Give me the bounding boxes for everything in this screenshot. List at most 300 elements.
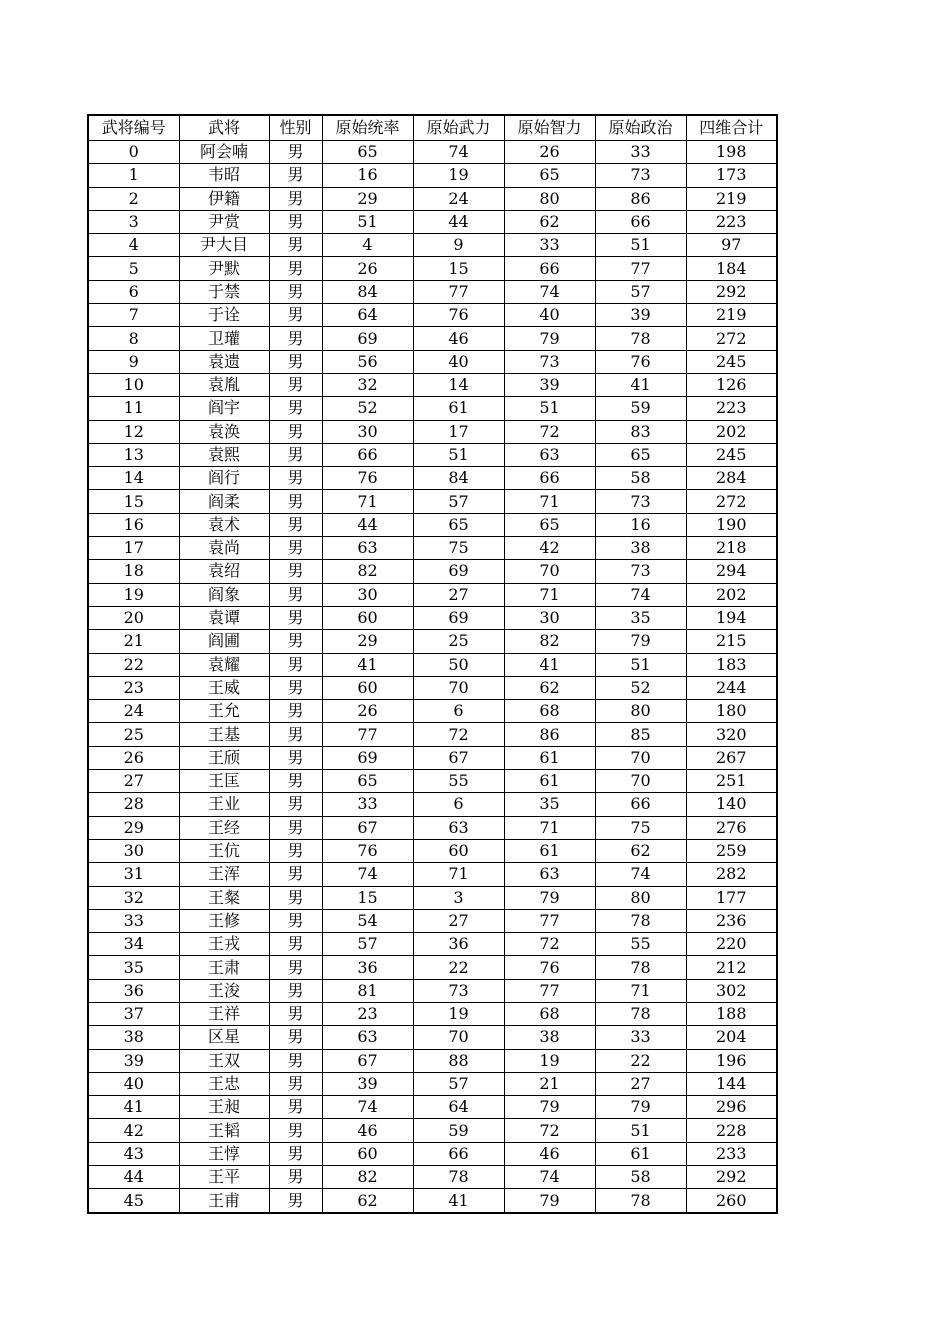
cell-total: 244 xyxy=(686,676,777,699)
cell-intelligence: 63 xyxy=(504,863,595,886)
cell-gender: 男 xyxy=(269,467,322,490)
cell-force: 27 xyxy=(413,583,504,606)
cell-leadership: 52 xyxy=(322,397,413,420)
cell-politics: 22 xyxy=(595,1049,686,1072)
table-row xyxy=(88,1049,777,1072)
cell-gender: 男 xyxy=(269,886,322,909)
cell-leadership: 60 xyxy=(322,1142,413,1165)
cell-gender: 男 xyxy=(269,793,322,816)
cell-general-name: 尹赏 xyxy=(179,210,269,233)
cell-total: 140 xyxy=(686,793,777,816)
cell-total: 259 xyxy=(686,839,777,862)
cell-general-id: 15 xyxy=(88,490,179,513)
cell-general-id: 20 xyxy=(88,606,179,629)
cell-force: 72 xyxy=(413,723,504,746)
cell-general-name: 阎行 xyxy=(179,467,269,490)
cell-intelligence: 72 xyxy=(504,933,595,956)
cell-leadership: 63 xyxy=(322,537,413,560)
header-general-name: 武将 xyxy=(179,115,269,141)
cell-politics: 73 xyxy=(595,490,686,513)
cell-total: 294 xyxy=(686,560,777,583)
cell-gender: 男 xyxy=(269,490,322,513)
cell-general-id: 1 xyxy=(88,164,179,187)
cell-politics: 57 xyxy=(595,280,686,303)
cell-gender: 男 xyxy=(269,700,322,723)
cell-force: 67 xyxy=(413,746,504,769)
cell-general-name: 王浑 xyxy=(179,863,269,886)
cell-leadership: 74 xyxy=(322,863,413,886)
cell-general-id: 43 xyxy=(88,1142,179,1165)
cell-politics: 78 xyxy=(595,956,686,979)
cell-force: 51 xyxy=(413,443,504,466)
cell-politics: 76 xyxy=(595,350,686,373)
cell-politics: 85 xyxy=(595,723,686,746)
cell-intelligence: 21 xyxy=(504,1072,595,1095)
cell-general-name: 王基 xyxy=(179,723,269,746)
cell-politics: 52 xyxy=(595,676,686,699)
cell-gender: 男 xyxy=(269,1026,322,1049)
table-row xyxy=(88,630,777,653)
cell-leadership: 74 xyxy=(322,1096,413,1119)
cell-general-id: 40 xyxy=(88,1072,179,1095)
cell-gender: 男 xyxy=(269,397,322,420)
cell-leadership: 66 xyxy=(322,443,413,466)
table-row xyxy=(88,467,777,490)
table-row xyxy=(88,793,777,816)
table-row xyxy=(88,1096,777,1119)
cell-total: 144 xyxy=(686,1072,777,1095)
cell-force: 66 xyxy=(413,1142,504,1165)
cell-gender: 男 xyxy=(269,1142,322,1165)
cell-intelligence: 72 xyxy=(504,1119,595,1142)
cell-total: 212 xyxy=(686,956,777,979)
table-row xyxy=(88,1072,777,1095)
cell-general-name: 阎柔 xyxy=(179,490,269,513)
cell-general-name: 袁熙 xyxy=(179,443,269,466)
table-row xyxy=(88,653,777,676)
cell-intelligence: 40 xyxy=(504,304,595,327)
cell-general-id: 22 xyxy=(88,653,179,676)
cell-intelligence: 30 xyxy=(504,606,595,629)
cell-general-id: 11 xyxy=(88,397,179,420)
cell-force: 57 xyxy=(413,1072,504,1095)
table-row xyxy=(88,257,777,280)
table-row xyxy=(88,933,777,956)
cell-leadership: 32 xyxy=(322,373,413,396)
cell-general-id: 23 xyxy=(88,676,179,699)
cell-general-name: 王平 xyxy=(179,1166,269,1189)
cell-leadership: 33 xyxy=(322,793,413,816)
cell-gender: 男 xyxy=(269,1072,322,1095)
table-row xyxy=(88,187,777,210)
cell-gender: 男 xyxy=(269,443,322,466)
cell-force: 15 xyxy=(413,257,504,280)
cell-intelligence: 79 xyxy=(504,327,595,350)
table-row xyxy=(88,839,777,862)
cell-total: 320 xyxy=(686,723,777,746)
cell-intelligence: 68 xyxy=(504,1002,595,1025)
cell-intelligence: 19 xyxy=(504,1049,595,1072)
cell-leadership: 23 xyxy=(322,1002,413,1025)
cell-total: 292 xyxy=(686,280,777,303)
cell-general-id: 12 xyxy=(88,420,179,443)
cell-general-name: 阎象 xyxy=(179,583,269,606)
cell-force: 73 xyxy=(413,979,504,1002)
cell-force: 46 xyxy=(413,327,504,350)
table-row xyxy=(88,746,777,769)
cell-leadership: 54 xyxy=(322,909,413,932)
cell-leadership: 30 xyxy=(322,420,413,443)
table-row xyxy=(88,1026,777,1049)
cell-politics: 58 xyxy=(595,467,686,490)
cell-total: 202 xyxy=(686,420,777,443)
cell-total: 194 xyxy=(686,606,777,629)
table-row xyxy=(88,490,777,513)
cell-total: 126 xyxy=(686,373,777,396)
table-row xyxy=(88,606,777,629)
cell-gender: 男 xyxy=(269,210,322,233)
cell-intelligence: 41 xyxy=(504,653,595,676)
cell-force: 41 xyxy=(413,1189,504,1213)
cell-general-name: 袁谭 xyxy=(179,606,269,629)
cell-force: 14 xyxy=(413,373,504,396)
cell-general-id: 4 xyxy=(88,234,179,257)
table-row xyxy=(88,1189,777,1213)
cell-force: 24 xyxy=(413,187,504,210)
cell-intelligence: 82 xyxy=(504,630,595,653)
cell-leadership: 65 xyxy=(322,141,413,164)
cell-leadership: 76 xyxy=(322,467,413,490)
cell-total: 251 xyxy=(686,770,777,793)
cell-intelligence: 79 xyxy=(504,1189,595,1213)
cell-politics: 61 xyxy=(595,1142,686,1165)
cell-gender: 男 xyxy=(269,630,322,653)
cell-general-id: 2 xyxy=(88,187,179,210)
cell-general-name: 王甫 xyxy=(179,1189,269,1213)
table-row xyxy=(88,397,777,420)
cell-gender: 男 xyxy=(269,606,322,629)
cell-general-id: 31 xyxy=(88,863,179,886)
cell-total: 173 xyxy=(686,164,777,187)
cell-politics: 73 xyxy=(595,164,686,187)
cell-leadership: 26 xyxy=(322,700,413,723)
cell-gender: 男 xyxy=(269,164,322,187)
cell-gender: 男 xyxy=(269,1119,322,1142)
cell-force: 69 xyxy=(413,606,504,629)
table-row xyxy=(88,770,777,793)
cell-general-name: 王允 xyxy=(179,700,269,723)
cell-leadership: 69 xyxy=(322,746,413,769)
cell-intelligence: 61 xyxy=(504,839,595,862)
cell-total: 180 xyxy=(686,700,777,723)
cell-intelligence: 63 xyxy=(504,443,595,466)
header-total: 四维合计 xyxy=(686,115,777,141)
cell-total: 245 xyxy=(686,350,777,373)
cell-leadership: 51 xyxy=(322,210,413,233)
cell-politics: 41 xyxy=(595,373,686,396)
cell-general-name: 区星 xyxy=(179,1026,269,1049)
cell-gender: 男 xyxy=(269,257,322,280)
cell-total: 228 xyxy=(686,1119,777,1142)
cell-leadership: 69 xyxy=(322,327,413,350)
cell-general-id: 28 xyxy=(88,793,179,816)
cell-general-name: 王惇 xyxy=(179,1142,269,1165)
cell-general-id: 17 xyxy=(88,537,179,560)
cell-general-id: 37 xyxy=(88,1002,179,1025)
cell-force: 70 xyxy=(413,1026,504,1049)
cell-general-name: 韦昭 xyxy=(179,164,269,187)
cell-leadership: 44 xyxy=(322,513,413,536)
cell-politics: 70 xyxy=(595,746,686,769)
cell-total: 267 xyxy=(686,746,777,769)
cell-total: 220 xyxy=(686,933,777,956)
cell-intelligence: 80 xyxy=(504,187,595,210)
cell-general-name: 袁绍 xyxy=(179,560,269,583)
cell-general-name: 王伉 xyxy=(179,839,269,862)
cell-leadership: 16 xyxy=(322,164,413,187)
cell-intelligence: 79 xyxy=(504,1096,595,1119)
cell-force: 74 xyxy=(413,141,504,164)
cell-gender: 男 xyxy=(269,1096,322,1119)
cell-total: 219 xyxy=(686,187,777,210)
header-row xyxy=(88,115,777,141)
cell-politics: 80 xyxy=(595,886,686,909)
header-general-id: 武将编号 xyxy=(88,115,179,141)
cell-force: 88 xyxy=(413,1049,504,1072)
cell-gender: 男 xyxy=(269,746,322,769)
cell-general-id: 18 xyxy=(88,560,179,583)
header-force: 原始武力 xyxy=(413,115,504,141)
cell-intelligence: 39 xyxy=(504,373,595,396)
cell-force: 17 xyxy=(413,420,504,443)
cell-leadership: 39 xyxy=(322,1072,413,1095)
cell-leadership: 63 xyxy=(322,1026,413,1049)
cell-force: 63 xyxy=(413,816,504,839)
cell-intelligence: 46 xyxy=(504,1142,595,1165)
cell-total: 302 xyxy=(686,979,777,1002)
cell-intelligence: 33 xyxy=(504,234,595,257)
table-row xyxy=(88,909,777,932)
cell-intelligence: 61 xyxy=(504,770,595,793)
cell-leadership: 46 xyxy=(322,1119,413,1142)
cell-force: 19 xyxy=(413,164,504,187)
cell-intelligence: 71 xyxy=(504,816,595,839)
cell-general-id: 44 xyxy=(88,1166,179,1189)
cell-general-id: 42 xyxy=(88,1119,179,1142)
cell-leadership: 76 xyxy=(322,839,413,862)
table-row xyxy=(88,537,777,560)
cell-general-id: 34 xyxy=(88,933,179,956)
cell-general-id: 33 xyxy=(88,909,179,932)
cell-total: 202 xyxy=(686,583,777,606)
cell-total: 196 xyxy=(686,1049,777,1072)
cell-gender: 男 xyxy=(269,350,322,373)
cell-general-id: 19 xyxy=(88,583,179,606)
cell-force: 76 xyxy=(413,304,504,327)
cell-force: 22 xyxy=(413,956,504,979)
cell-politics: 80 xyxy=(595,700,686,723)
cell-intelligence: 73 xyxy=(504,350,595,373)
cell-politics: 51 xyxy=(595,653,686,676)
cell-intelligence: 86 xyxy=(504,723,595,746)
cell-intelligence: 71 xyxy=(504,583,595,606)
table-row xyxy=(88,373,777,396)
cell-intelligence: 79 xyxy=(504,886,595,909)
table-row xyxy=(88,863,777,886)
cell-total: 245 xyxy=(686,443,777,466)
cell-total: 272 xyxy=(686,327,777,350)
cell-general-name: 王颀 xyxy=(179,746,269,769)
header-gender: 性别 xyxy=(269,115,322,141)
cell-politics: 39 xyxy=(595,304,686,327)
cell-general-name: 王匡 xyxy=(179,770,269,793)
cell-politics: 65 xyxy=(595,443,686,466)
cell-general-name: 王修 xyxy=(179,909,269,932)
cell-force: 59 xyxy=(413,1119,504,1142)
cell-leadership: 82 xyxy=(322,1166,413,1189)
cell-general-id: 14 xyxy=(88,467,179,490)
cell-force: 27 xyxy=(413,909,504,932)
cell-general-name: 尹默 xyxy=(179,257,269,280)
cell-general-name: 袁术 xyxy=(179,513,269,536)
cell-politics: 59 xyxy=(595,397,686,420)
cell-general-id: 13 xyxy=(88,443,179,466)
table-row xyxy=(88,443,777,466)
cell-politics: 62 xyxy=(595,839,686,862)
cell-intelligence: 77 xyxy=(504,909,595,932)
cell-general-id: 26 xyxy=(88,746,179,769)
table-row xyxy=(88,886,777,909)
cell-general-id: 30 xyxy=(88,839,179,862)
table-row xyxy=(88,1119,777,1142)
cell-gender: 男 xyxy=(269,280,322,303)
cell-force: 84 xyxy=(413,467,504,490)
table-row xyxy=(88,327,777,350)
cell-general-name: 袁遗 xyxy=(179,350,269,373)
cell-leadership: 82 xyxy=(322,560,413,583)
header-intelligence: 原始智力 xyxy=(504,115,595,141)
cell-intelligence: 66 xyxy=(504,257,595,280)
cell-leadership: 36 xyxy=(322,956,413,979)
table-row xyxy=(88,816,777,839)
cell-general-name: 于诠 xyxy=(179,304,269,327)
cell-force: 70 xyxy=(413,676,504,699)
cell-force: 19 xyxy=(413,1002,504,1025)
cell-total: 215 xyxy=(686,630,777,653)
table-row xyxy=(88,513,777,536)
cell-leadership: 65 xyxy=(322,770,413,793)
cell-general-id: 0 xyxy=(88,141,179,164)
cell-force: 60 xyxy=(413,839,504,862)
cell-leadership: 60 xyxy=(322,606,413,629)
cell-gender: 男 xyxy=(269,327,322,350)
cell-gender: 男 xyxy=(269,234,322,257)
cell-politics: 79 xyxy=(595,1096,686,1119)
cell-politics: 71 xyxy=(595,979,686,1002)
cell-total: 218 xyxy=(686,537,777,560)
table-row xyxy=(88,700,777,723)
table-row xyxy=(88,583,777,606)
cell-intelligence: 65 xyxy=(504,513,595,536)
cell-general-name: 王祥 xyxy=(179,1002,269,1025)
cell-force: 78 xyxy=(413,1166,504,1189)
cell-total: 233 xyxy=(686,1142,777,1165)
cell-politics: 66 xyxy=(595,210,686,233)
cell-politics: 33 xyxy=(595,1026,686,1049)
cell-politics: 79 xyxy=(595,630,686,653)
cell-total: 188 xyxy=(686,1002,777,1025)
cell-general-id: 8 xyxy=(88,327,179,350)
cell-politics: 51 xyxy=(595,1119,686,1142)
cell-leadership: 41 xyxy=(322,653,413,676)
cell-general-name: 袁尚 xyxy=(179,537,269,560)
cell-leadership: 56 xyxy=(322,350,413,373)
cell-politics: 74 xyxy=(595,863,686,886)
cell-politics: 70 xyxy=(595,770,686,793)
table-row xyxy=(88,210,777,233)
cell-gender: 男 xyxy=(269,373,322,396)
cell-total: 284 xyxy=(686,467,777,490)
cell-leadership: 67 xyxy=(322,816,413,839)
cell-force: 3 xyxy=(413,886,504,909)
cell-intelligence: 77 xyxy=(504,979,595,1002)
cell-force: 69 xyxy=(413,560,504,583)
cell-force: 65 xyxy=(413,513,504,536)
cell-force: 71 xyxy=(413,863,504,886)
cell-general-name: 王粲 xyxy=(179,886,269,909)
cell-leadership: 84 xyxy=(322,280,413,303)
cell-politics: 86 xyxy=(595,187,686,210)
table-row xyxy=(88,164,777,187)
cell-total: 272 xyxy=(686,490,777,513)
cell-leadership: 30 xyxy=(322,583,413,606)
cell-intelligence: 62 xyxy=(504,676,595,699)
table-row xyxy=(88,280,777,303)
cell-general-id: 27 xyxy=(88,770,179,793)
cell-total: 223 xyxy=(686,397,777,420)
cell-gender: 男 xyxy=(269,909,322,932)
cell-total: 282 xyxy=(686,863,777,886)
cell-general-name: 王业 xyxy=(179,793,269,816)
table-row xyxy=(88,420,777,443)
cell-total: 204 xyxy=(686,1026,777,1049)
cell-gender: 男 xyxy=(269,1189,322,1213)
cell-general-name: 阎宇 xyxy=(179,397,269,420)
cell-intelligence: 72 xyxy=(504,420,595,443)
cell-intelligence: 42 xyxy=(504,537,595,560)
cell-politics: 78 xyxy=(595,909,686,932)
cell-intelligence: 74 xyxy=(504,280,595,303)
table-row xyxy=(88,723,777,746)
cell-general-name: 袁耀 xyxy=(179,653,269,676)
cell-total: 296 xyxy=(686,1096,777,1119)
cell-gender: 男 xyxy=(269,537,322,560)
cell-general-id: 36 xyxy=(88,979,179,1002)
cell-general-name: 于禁 xyxy=(179,280,269,303)
cell-intelligence: 68 xyxy=(504,700,595,723)
cell-leadership: 29 xyxy=(322,187,413,210)
cell-gender: 男 xyxy=(269,583,322,606)
cell-gender: 男 xyxy=(269,770,322,793)
table-row xyxy=(88,304,777,327)
cell-general-id: 3 xyxy=(88,210,179,233)
cell-intelligence: 51 xyxy=(504,397,595,420)
table-row xyxy=(88,234,777,257)
table-row xyxy=(88,1166,777,1189)
cell-general-name: 袁胤 xyxy=(179,373,269,396)
cell-total: 236 xyxy=(686,909,777,932)
cell-general-id: 39 xyxy=(88,1049,179,1072)
